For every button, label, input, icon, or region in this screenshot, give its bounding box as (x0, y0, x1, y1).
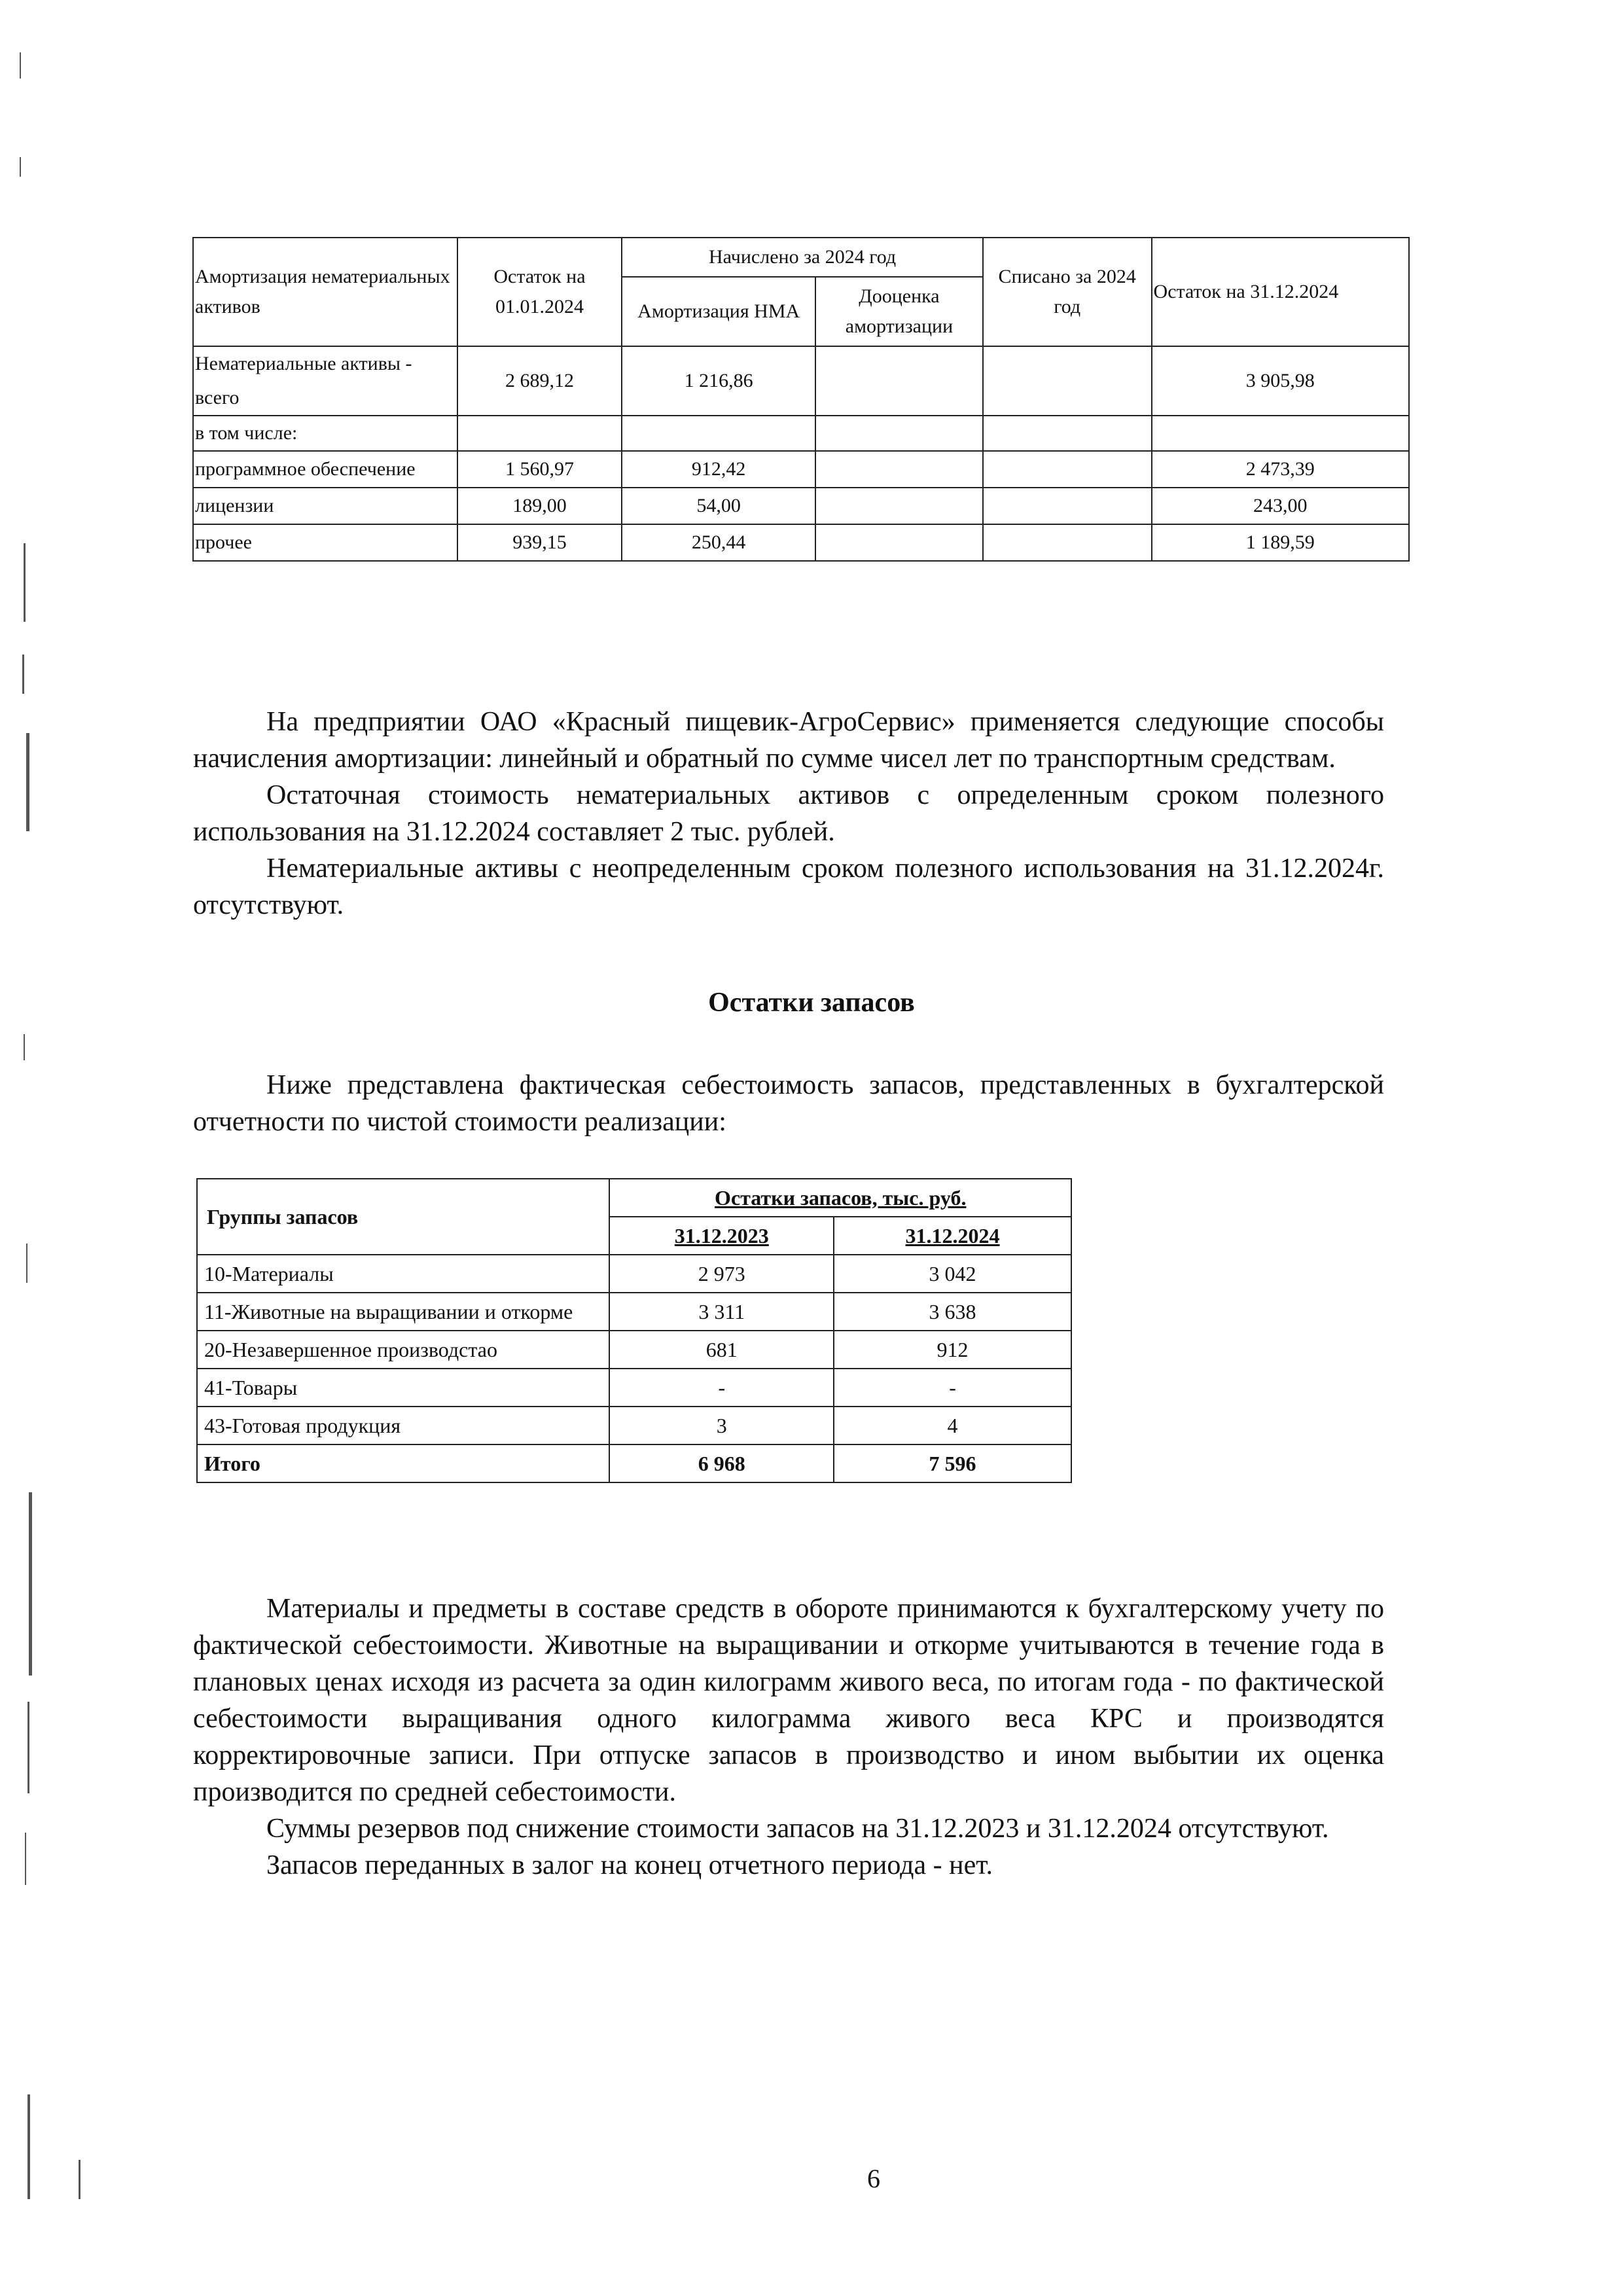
cell-revaluation (815, 488, 983, 524)
header-accrued-group: Начислено за 2024 год (622, 238, 983, 277)
table-row (193, 488, 1409, 524)
amortization-header-row (193, 238, 1409, 277)
table-row (193, 416, 1409, 451)
table-row (197, 1407, 1071, 1444)
cell-start: 2 689,12 (457, 346, 622, 416)
table-row (193, 524, 1409, 561)
row-name: программное обеспечение (193, 451, 457, 488)
cell-start (457, 416, 622, 451)
cell-end: 1 189,59 (1152, 524, 1409, 561)
table-row (197, 1331, 1071, 1369)
paragraph-valuation: Материалы и предметы в составе средств в обороте принимаются к бухгалтерскому учету по фактической себестоимости. Животные на выращивании и откорме учитываются в течение года в плановых ценах исходя из расчета за один килограмм живого веса, по итогам года - по фактической себестоимости выращивания одного килограмма живого веса КРС и производятся корректировочные записи. При отпуске запасов в производство и ином выбытии их оценка производится по средней себестоимости. (193, 1594, 1384, 1807)
stock-group: 10-Материалы (197, 1255, 609, 1293)
stock-table (196, 1178, 1072, 1483)
header-written-off: Списано за 2024 год (983, 238, 1152, 346)
stock-value-2024: 4 (834, 1407, 1071, 1444)
amortization-text-block (193, 704, 1384, 924)
stock-group: Итого (197, 1444, 609, 1482)
header-date-2023: 31.12.2023 (609, 1217, 834, 1255)
paragraph-stock-intro: Ниже представлена фактическая себестоимость запасов, представленных в бухгалтерской отчетности по чистой стоимости реализации: (193, 1070, 1384, 1137)
cell-written-off (983, 346, 1152, 416)
cell-amort: 912,42 (622, 451, 815, 488)
amortization-table (192, 237, 1410, 562)
cell-amort: 54,00 (622, 488, 815, 524)
cell-end: 3 905,98 (1152, 346, 1409, 416)
row-name: Нематериальные активы - всего (193, 346, 457, 416)
stock-text-block (193, 1590, 1384, 1884)
cell-revaluation (815, 416, 983, 451)
table-row (193, 451, 1409, 488)
table-row (197, 1369, 1071, 1407)
header-revaluation: Дооценка амортизации (815, 277, 983, 346)
header-stock-balance: Остатки запасов, тыс. руб. (609, 1179, 1071, 1217)
cell-start: 189,00 (457, 488, 622, 524)
paragraph-indefinite-life: Нематериальные активы с неопределенным сроком полезного использования на 31.12.2024г. отсутствуют. (193, 853, 1384, 920)
cell-revaluation (815, 524, 983, 561)
stock-group: 20-Незавершенное производстао (197, 1331, 609, 1369)
stock-value-2023: 3 (609, 1407, 834, 1444)
header-date-2024: 31.12.2024 (834, 1217, 1071, 1255)
stock-value-2024: - (834, 1369, 1071, 1407)
cell-start: 1 560,97 (457, 451, 622, 488)
stock-value-2024: 7 596 (834, 1444, 1071, 1482)
row-name: в том числе: (193, 416, 457, 451)
table-row (197, 1255, 1071, 1293)
row-name: прочее (193, 524, 457, 561)
cell-amort: 250,44 (622, 524, 815, 561)
page-number: 6 (867, 2164, 880, 2193)
cell-start: 939,15 (457, 524, 622, 561)
cell-revaluation (815, 346, 983, 416)
paragraph-reserves: Суммы резервов под снижение стоимости запасов на 31.12.2023 и 31.12.2024 отсутствуют. (266, 1814, 1329, 1844)
header-start-balance: Остаток на 01.01.2024 (457, 238, 622, 346)
paragraph-residual-value: Остаточная стоимость нематериальных активов с определенным сроком полезного использования на 31.12.2024 составляет 2 тыс. рублей. (193, 780, 1384, 847)
row-name: лицензии (193, 488, 457, 524)
stock-group: 11-Животные на выращивании и откорме (197, 1293, 609, 1331)
table-row-total (197, 1444, 1071, 1482)
section-heading-stock: Остатки запасов (708, 988, 915, 1018)
cell-revaluation (815, 451, 983, 488)
cell-written-off (983, 416, 1152, 451)
stock-value-2024: 3 638 (834, 1293, 1071, 1331)
stock-value-2023: 681 (609, 1331, 834, 1369)
header-amortization-name: Амортизация нематериальных активов (193, 238, 457, 346)
cell-amort (622, 416, 815, 451)
table-row (197, 1293, 1071, 1331)
table-row (193, 346, 1409, 416)
stock-intro-text (193, 1067, 1384, 1140)
cell-written-off (983, 451, 1152, 488)
header-amortization-nma: Амортизация НМА (622, 277, 815, 346)
cell-end: 243,00 (1152, 488, 1409, 524)
cell-end (1152, 416, 1409, 451)
cell-written-off (983, 488, 1152, 524)
stock-value-2023: 3 311 (609, 1293, 834, 1331)
stock-value-2023: - (609, 1369, 834, 1407)
header-stock-groups: Группы запасов (197, 1179, 609, 1255)
stock-value-2023: 2 973 (609, 1255, 834, 1293)
stock-group: 43-Готовая продукция (197, 1407, 609, 1444)
paragraph-amortization-methods: На предприятии ОАО «Красный пищевик-АгроСервис» применяется следующие способы начисления амортизации: линейный и обратный по сумме чисел лет по транспортным средствам. (193, 707, 1384, 774)
paragraph-pledge: Запасов переданных в залог на конец отчетного периода - нет. (266, 1850, 993, 1880)
stock-header-row (197, 1179, 1071, 1217)
stock-value-2024: 912 (834, 1331, 1071, 1369)
stock-value-2024: 3 042 (834, 1255, 1071, 1293)
cell-amort: 1 216,86 (622, 346, 815, 416)
scan-margin-marks (0, 0, 98, 2296)
stock-value-2023: 6 968 (609, 1444, 834, 1482)
cell-end: 2 473,39 (1152, 451, 1409, 488)
stock-group: 41-Товары (197, 1369, 609, 1407)
cell-written-off (983, 524, 1152, 561)
header-end-balance: Остаток на 31.12.2024 (1152, 238, 1409, 346)
